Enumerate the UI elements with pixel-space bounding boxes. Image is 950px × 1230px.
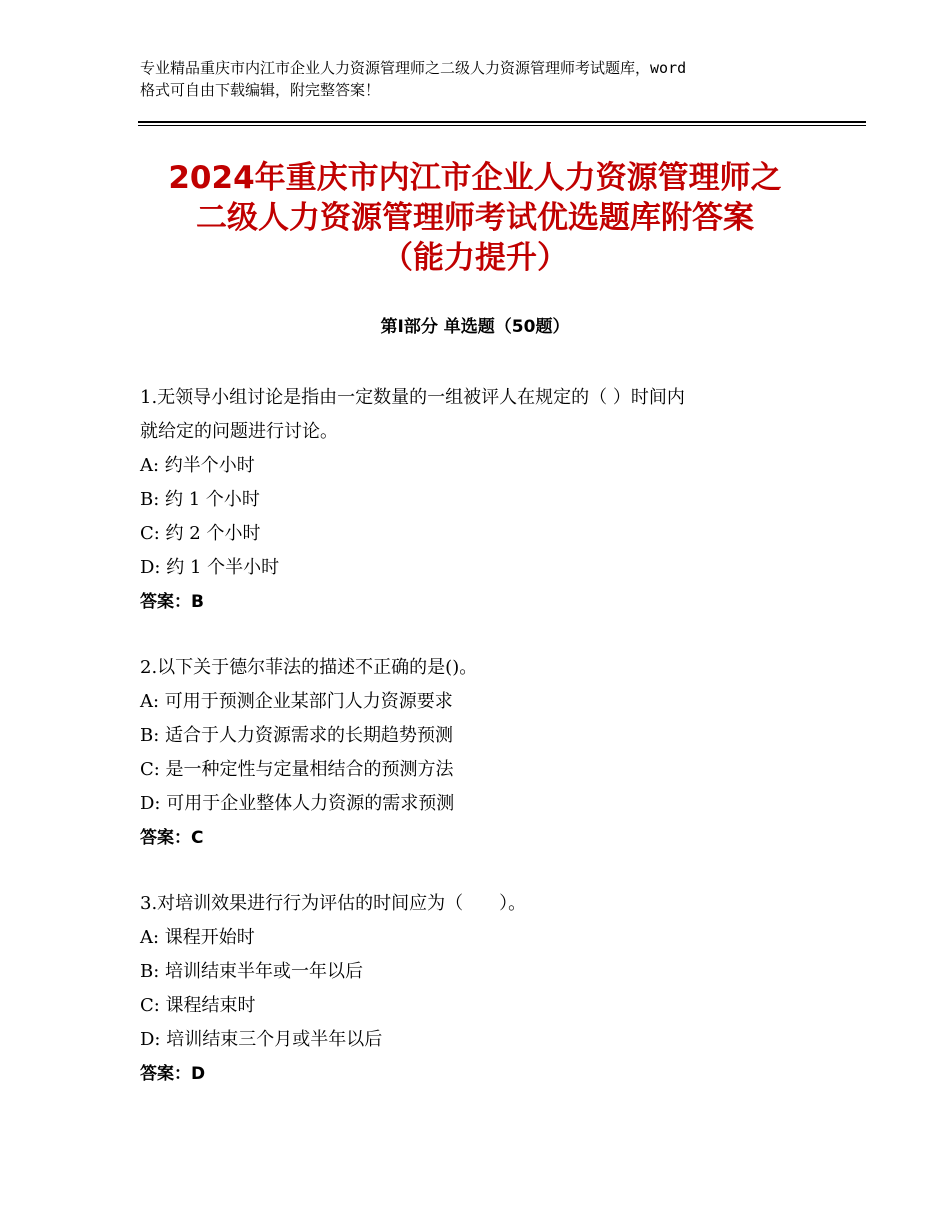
question-1 (140, 381, 820, 619)
option-c: C: 约 2 个小时 (140, 523, 261, 544)
header-line-1: 专业精品重庆市内江市企业人力资源管理师之二级人力资源管理师考试题库，word (140, 59, 687, 77)
title-line-1: 2024年重庆市内江市企业人力资源管理师之 (168, 160, 782, 196)
question-stem: 2.以下关于德尔菲法的描述不正确的是()。 (140, 657, 478, 678)
question-3 (140, 887, 820, 1091)
title-line-2: 二级人力资源管理师考试优选题库附答案 (196, 200, 754, 236)
header-divider-thin (138, 125, 866, 126)
option-a: A: 课程开始时 (140, 927, 255, 948)
question-stem-continued: 就给定的问题进行讨论。 (140, 421, 338, 442)
option-a: A: 约半个小时 (140, 455, 255, 476)
answer-label: 答案：B (140, 592, 204, 612)
document-title (90, 158, 860, 278)
option-b: B: 培训结束半年或一年以后 (140, 961, 364, 982)
title-line-3: （能力提升） (382, 240, 568, 276)
option-c: C: 课程结束时 (140, 995, 256, 1016)
option-d: D: 约 1 个半小时 (140, 557, 280, 578)
option-b: B: 适合于人力资源需求的长期趋势预测 (140, 725, 454, 746)
question-stem: 1.无领导小组讨论是指由一定数量的一组被评人在规定的（ ）时间内 (140, 387, 685, 408)
option-a: A: 可用于预测企业某部门人力资源要求 (140, 691, 453, 712)
question-list (140, 381, 820, 1123)
option-c: C: 是一种定性与定量相结合的预测方法 (140, 759, 454, 780)
page-header (140, 57, 830, 101)
header-line-2: 格式可自由下载编辑，附完整答案！ (140, 81, 381, 99)
answer-label: 答案：C (140, 828, 204, 848)
answer-label: 答案：D (140, 1064, 206, 1084)
option-d: D: 培训结束三个月或半年以后 (140, 1029, 383, 1050)
option-b: B: 约 1 个小时 (140, 489, 260, 510)
option-d: D: 可用于企业整体人力资源的需求预测 (140, 793, 455, 814)
section-heading: 第Ⅰ部分 单选题（50题） (380, 317, 570, 337)
header-divider-thick (138, 121, 866, 123)
question-2 (140, 651, 820, 855)
question-stem: 3.对培训效果进行行为评估的时间应为（ ）。 (140, 893, 527, 914)
